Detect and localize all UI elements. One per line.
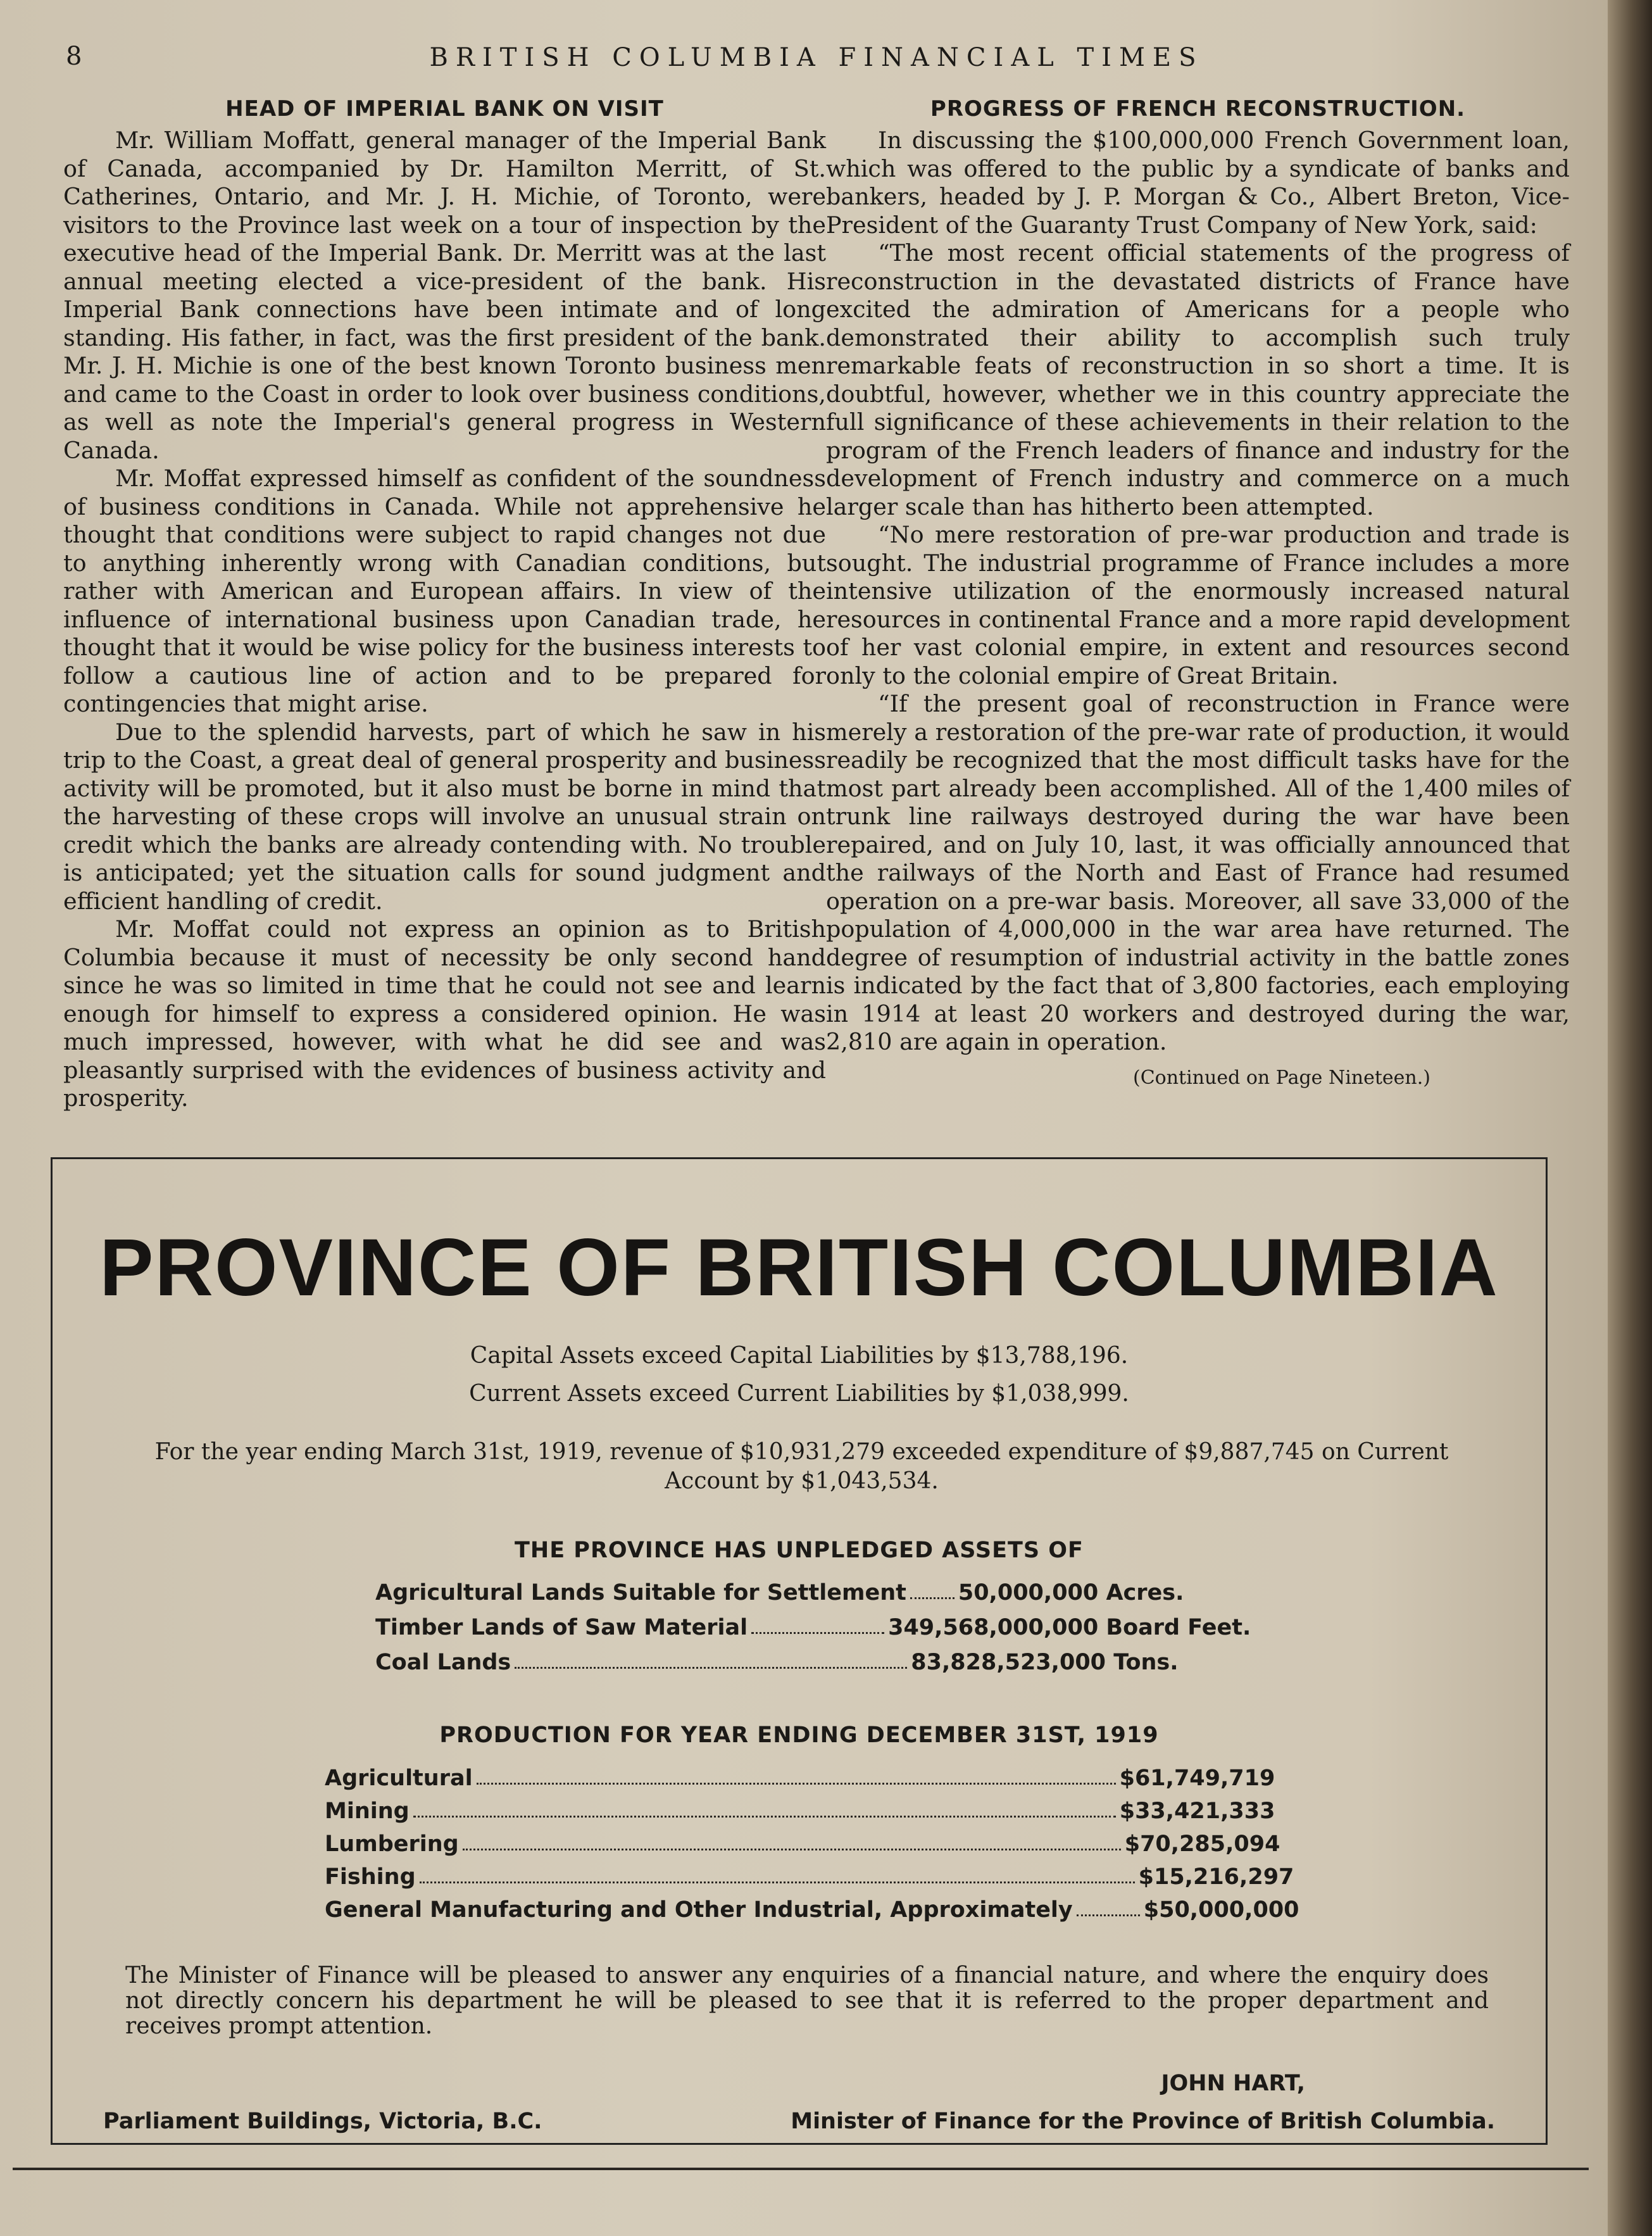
province-advertisement (51, 1157, 1548, 2145)
asset-value: 50,000,000 (958, 1580, 1099, 1605)
right-article-paragraph: “If the present goal of reconstruction in France were merely a restoration of the pre-war rate of production, it would readily be recognized that the most difficult tasks have for the most part already been accomplished. All of the 1,400 miles of trunk line railways destroyed during the war have been repaired, and on July 10, last, it was officially announced that the railways of the North and East of France had resumed operation on a pre-war basis. Moreover, all save 33,000 of the population of 4,000,000 in the war area have returned. The degree of resumption of industrial activity in the battle zones is indicated by the fact that of 3,800 factories, each employing in 1914 at least 20 workers and destroyed during the war, 2,810 are again in operation. (826, 690, 1570, 1055)
asset-unit: Board Feet. (1106, 1615, 1251, 1640)
production-row (325, 1766, 1275, 1791)
location: Parliament Buildings, Victoria, B.C. (103, 2109, 542, 2134)
asset-value: 349,568,000,000 (888, 1615, 1099, 1640)
asset-row (375, 1580, 1184, 1605)
asset-row (375, 1650, 1179, 1675)
production-row (325, 1831, 1280, 1857)
ad-title: PROVINCE OF BRITISH COLUMBIA (99, 1222, 1499, 1313)
production-row (325, 1799, 1275, 1824)
left-article (63, 95, 826, 1113)
running-head (51, 41, 1582, 79)
assets-heading: THE PROVINCE HAS UNPLEDGED ASSETS OF (515, 1538, 1084, 1563)
minister-note: The Minister of Finance will be pleased to answer any enquiries of a financial nature, and where the enquiry does not directly concern his department he will be pleased to see that it is referred to the proper department and receives prompt attention. (125, 1963, 1489, 2039)
production-label: Mining (325, 1799, 410, 1824)
left-article-paragraph: Due to the splendid harvests, part of which he saw in his trip to the Coast, a great deal of general prosperity and business activity will be promoted, but it also must be borne in mind that the harvesting of these crops will involve an unusual strain on credit which the banks are already contending with. No trouble is anticipated; yet the situation calls for sound judgment and efficient handling of credit. (63, 718, 826, 915)
right-article-paragraph: “The most recent official statements of the progress of reconstruction in the devastated districts of France have excited the admiration of Americans for a people who demonstrated their ability to accomplish such truly remarkable feats of reconstruction in so short a time. It is doubtful, however, whether we in this country appreciate the full significance of these achievements in their relation to the program of the French leaders of finance and industry for the development of French industry and commerce on a much larger scale than has hitherto been attempted. (826, 239, 1570, 520)
asset-row (375, 1615, 1251, 1640)
production-row (325, 1897, 1299, 1923)
production-value: $50,000,000 (1143, 1897, 1299, 1923)
asset-unit: Tons. (1113, 1650, 1179, 1675)
revenue-line: Account by $1,043,534. (665, 1468, 939, 1494)
asset-label: Coal Lands (375, 1650, 511, 1675)
asset-unit: Acres. (1106, 1580, 1184, 1605)
production-label: Lumbering (325, 1831, 459, 1857)
capital-assets-line: Capital Assets exceed Capital Liabilities by $13,788,196. (470, 1343, 1129, 1369)
book-spine (1608, 0, 1652, 2236)
right-article-paragraph: In discussing the $100,000,000 French Government loan, which was offered to the public by a syndicate of banks and bankers, headed by J. P. Morgan & Co., Albert Breton, Vice-President of the Guaranty Trust Company of New York, said: (826, 127, 1570, 239)
asset-value: 83,828,523,000 (911, 1650, 1106, 1675)
asset-label: Agricultural Lands Suitable for Settlement (375, 1580, 906, 1605)
production-row (325, 1864, 1294, 1890)
signatory-name: JOHN HART, (1161, 2071, 1305, 2096)
production-value: $70,285,094 (1124, 1831, 1280, 1857)
right-article-title: PROGRESS OF FRENCH RECONSTRUCTION. (930, 96, 1466, 122)
journal-title: BRITISH COLUMBIA FINANCIAL TIMES (429, 43, 1204, 72)
production-value: $61,749,719 (1119, 1766, 1275, 1791)
production-label: General Manufacturing and Other Industrial, Approximately (325, 1897, 1073, 1923)
production-value: $15,216,297 (1138, 1864, 1294, 1890)
left-article-paragraph: Mr. William Moffatt, general manager of the Imperial Bank of Canada, accompanied by Dr. Hamilton Merritt, of St. Catherines, Ontario, and Mr. J. H. Michie, of Toronto, were visitors to the Province last week on a tour of inspection by the executive head of the Imperial Bank. Dr. Merritt was at the last annual meeting elected a vice-president of the bank. His Imperial Bank connections have been intimate and of long standing. His father, in fact, was the first president of the bank. Mr. J. H. Michie is one of the best known Toronto business men and came to the Coast in order to look over business conditions, as well as note the Imperial's general progress in Western Canada. (63, 127, 826, 464)
left-article-title: HEAD OF IMPERIAL BANK ON VISIT (225, 96, 664, 122)
page-number: 8 (66, 42, 82, 71)
signatory-title: Minister of Finance for the Province of British Columbia. (791, 2109, 1495, 2134)
right-article-paragraph: “No mere restoration of pre-war production and trade is sought. The industrial programme of France includes a more intensive utilization of the enormously increased natural resources in continental France and a more rapid development of her vast colonial empire, in extent and resources second only to the colonial empire of Great Britain. (826, 521, 1570, 689)
production-label: Fishing (325, 1864, 416, 1890)
revenue-statement (108, 1438, 1495, 1496)
production-heading: PRODUCTION FOR YEAR ENDING DECEMBER 31ST, 1919 (439, 1723, 1159, 1748)
production-label: Agricultural (325, 1766, 473, 1791)
current-assets-line: Current Assets exceed Current Liabilities by $1,038,999. (469, 1381, 1129, 1407)
bottom-rule (13, 2168, 1589, 2170)
right-article (826, 95, 1570, 1092)
revenue-line: For the year ending March 31st, 1919, revenue of $10,931,279 exceeded expenditure of $9,887,745 on Current (154, 1439, 1449, 1465)
left-article-paragraph: Mr. Moffat could not express an opinion as to British Columbia because it must of necessity be only second hand since he was so limited in time that he could not see and learn enough for himself to express a considered opinion. He was much impressed, however, with what he did see and was pleasantly surprised with the evidences of business activity and prosperity. (63, 915, 826, 1112)
continued-note: (Continued on Page Nineteen.) (1132, 1066, 1430, 1089)
asset-label: Timber Lands of Saw Material (375, 1615, 748, 1640)
left-article-paragraph: Mr. Moffat expressed himself as confident of the soundness of business conditions in Canada. While not apprehensive he thought that conditions were subject to rapid changes not due to anything inherently wrong with Canadian conditions, but rather with American and European affairs. In view of the influence of international business upon Canadian trade, he thought that it would be wise policy for the business interests to follow a cautious line of action and to be prepared for contingencies that might arise. (63, 465, 826, 717)
production-value: $33,421,333 (1119, 1799, 1275, 1824)
